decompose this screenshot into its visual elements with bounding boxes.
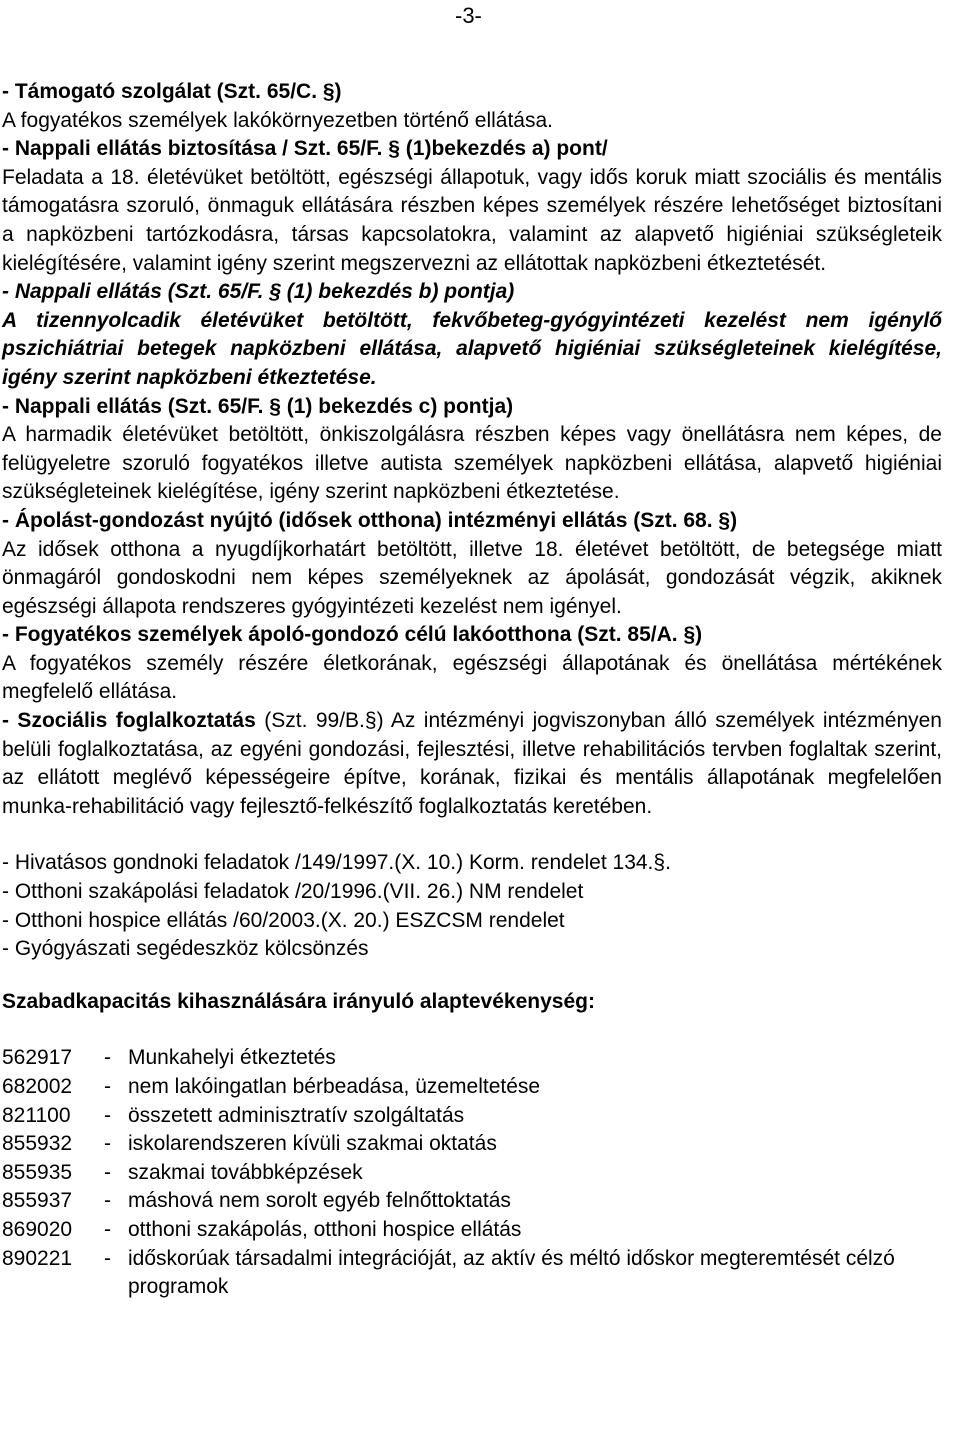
activity-name: iskolarendszeren kívüli szakmai oktatás bbox=[128, 1132, 497, 1156]
section-text: Feladata a 18. életévüket betöltött, egészségi állapotuk, vagy idős koruk miatt szociális és mentális támogatásra szoruló, önmaguk ellátására részben képes személyek részére lehetőséget biztosítani a napközbeni tartózkodásra, társas kapcsolatokra, valamint az alapvető higiéniai szükségleteik kielégítésére, valamint igény szerint megszervezni az ellátottak napközbeni étkeztetését. bbox=[2, 165, 942, 275]
spacer bbox=[2, 821, 942, 849]
document-body bbox=[2, 78, 942, 1302]
activity-code: 890221 bbox=[2, 1246, 73, 1270]
separator: - bbox=[104, 1246, 111, 1270]
other-items-list bbox=[2, 849, 942, 963]
separator: - bbox=[104, 1103, 111, 1127]
section-lakootthon bbox=[2, 621, 942, 707]
section-heading: - Fogyatékos személyek ápoló-gondozó célú lakóotthona (Szt. 85/A. §) bbox=[2, 623, 703, 647]
list-item bbox=[2, 1216, 942, 1245]
section-text: A harmadik életévüket betöltött, önkiszolgálásra részben képes vagy önellátásra nem képes, de felügyeletre szoruló fogyatékos illetve autista személyek napközbeni ellátása, alapvető higiéniai szükségleteinek kielégítése, igény szerint napközbeni étkeztetése. bbox=[2, 423, 942, 504]
spacer bbox=[2, 1016, 942, 1044]
activity-code-list bbox=[2, 1044, 942, 1301]
list-item: - Otthoni hospice ellátás /60/2003.(X. 20.) ESZCSM rendelet bbox=[2, 908, 565, 932]
activity-code: 562917 bbox=[2, 1046, 73, 1070]
section-paragraph bbox=[2, 707, 942, 821]
separator: - bbox=[104, 1217, 111, 1241]
activity-name: nem lakóingatlan bérbeadása, üzemeltetése bbox=[128, 1075, 541, 1098]
list-item bbox=[2, 1159, 942, 1188]
section-reference: (Szt. 99/B.§) bbox=[255, 709, 384, 733]
section-nappali-ellatas-a bbox=[2, 135, 942, 278]
separator: - bbox=[104, 1132, 111, 1156]
section-tamogato-szolgalat bbox=[2, 78, 942, 135]
section-text: A fogyatékos személy részére életkorának, egészségi állapotának és önellátása mértékének megfelelő ellátása. bbox=[2, 651, 942, 704]
capacity-section bbox=[2, 988, 942, 1302]
list-item: - Otthoni szakápolási feladatok /20/1996.(VII. 26.) NM rendelet bbox=[2, 880, 584, 904]
page-number: -3- bbox=[455, 3, 482, 28]
section-heading: - Szociális foglalkoztatás bbox=[2, 709, 256, 733]
section-nappali-ellatas-c bbox=[2, 393, 942, 507]
section-text: A fogyatékos személyek lakókörnyezetben történő ellátása. bbox=[2, 108, 553, 132]
activity-name: otthoni szakápolás, otthoni hospice ellátás bbox=[128, 1217, 522, 1241]
section-text: Az intézményi jogviszonyban álló személyek intézményen belüli foglalkoztatása, az egyéni gondozási, fejlesztési, illetve rehabilitációs tervben foglaltak szerint, az ellátott meglévő képességeire építve, korának, fizikai és mentális állapotának megfelelően munka-rehabilitáció vagy fejlesztő-felkészítő foglalkoztatás keretében. bbox=[2, 709, 942, 818]
separator: - bbox=[104, 1160, 111, 1184]
section-heading: - Ápolást-gondozást nyújtó (idősek otthona) intézményi ellátás (Szt. 68. §) bbox=[2, 508, 738, 532]
list-item bbox=[2, 1044, 942, 1073]
section-heading: - Támogató szolgálat (Szt. 65/C. §) bbox=[2, 80, 342, 103]
separator: - bbox=[104, 1075, 111, 1098]
activity-code: 855935 bbox=[2, 1160, 73, 1184]
activity-code: 682002 bbox=[2, 1075, 73, 1098]
list-item bbox=[2, 1245, 942, 1302]
separator: - bbox=[104, 1046, 111, 1070]
section-text: A tizennyolcadik életévüket betöltött, fekvőbeteg-gyógyintézeti kezelést nem igénylő pszichiátriai betegek napközbeni ellátása, alapvető higiéniai szükségleteinek kielégítése, igény szerint napközbeni étkeztetése. bbox=[2, 308, 942, 389]
section-nappali-ellatas-b bbox=[2, 278, 942, 392]
list-item bbox=[2, 1130, 942, 1159]
activity-name: összetett adminisztratív szolgáltatás bbox=[128, 1103, 465, 1127]
section-heading: - Nappali ellátás (Szt. 65/F. § (1) bekezdés b) pontja) bbox=[2, 280, 515, 304]
activity-code: 855932 bbox=[2, 1132, 73, 1156]
capacity-heading: Szabadkapacitás kihasználására irányuló alaptevékenység: bbox=[2, 989, 595, 1013]
spacer bbox=[2, 964, 942, 988]
activity-name: szakmai továbbképzések bbox=[128, 1160, 363, 1184]
list-item bbox=[2, 1102, 942, 1131]
activity-name: időskorúak társadalmi integrációját, az aktív és méltó időskor megteremtését célzó programok bbox=[128, 1246, 895, 1299]
activity-name: Munkahelyi étkeztetés bbox=[128, 1046, 336, 1070]
activity-code: 855937 bbox=[2, 1189, 73, 1213]
activity-name: máshová nem sorolt egyéb felnőttoktatás bbox=[128, 1189, 511, 1213]
section-text: Az idősek otthona a nyugdíjkorhatárt betöltött, illetve 18. életévet betöltött, de betegsége miatt önmagáról gondoskodni nem képes személyeknek az ápolását, gondozását végzik, akiknek egészségi állapota rendszeres gyógyintézeti kezelést nem igényel. bbox=[2, 537, 942, 618]
section-heading: - Nappali ellátás (Szt. 65/F. § (1) bekezdés c) pontja) bbox=[2, 394, 514, 418]
activity-code: 869020 bbox=[2, 1217, 73, 1241]
list-item: - Gyógyászati segédeszköz kölcsönzés bbox=[2, 937, 369, 961]
section-idosek-otthona bbox=[2, 507, 942, 621]
list-item: - Hivatásos gondnoki feladatok /149/1997.(X. 10.) Korm. rendelet 134.§. bbox=[2, 851, 671, 875]
list-item bbox=[2, 1073, 942, 1102]
list-item bbox=[2, 1187, 942, 1216]
section-heading: - Nappali ellátás biztosítása / Szt. 65/F. § (1)bekezdés a) pont/ bbox=[2, 137, 608, 161]
section-szocialis-foglalkoztatas bbox=[2, 707, 942, 821]
activity-code: 821100 bbox=[2, 1103, 71, 1127]
separator: - bbox=[104, 1189, 111, 1213]
